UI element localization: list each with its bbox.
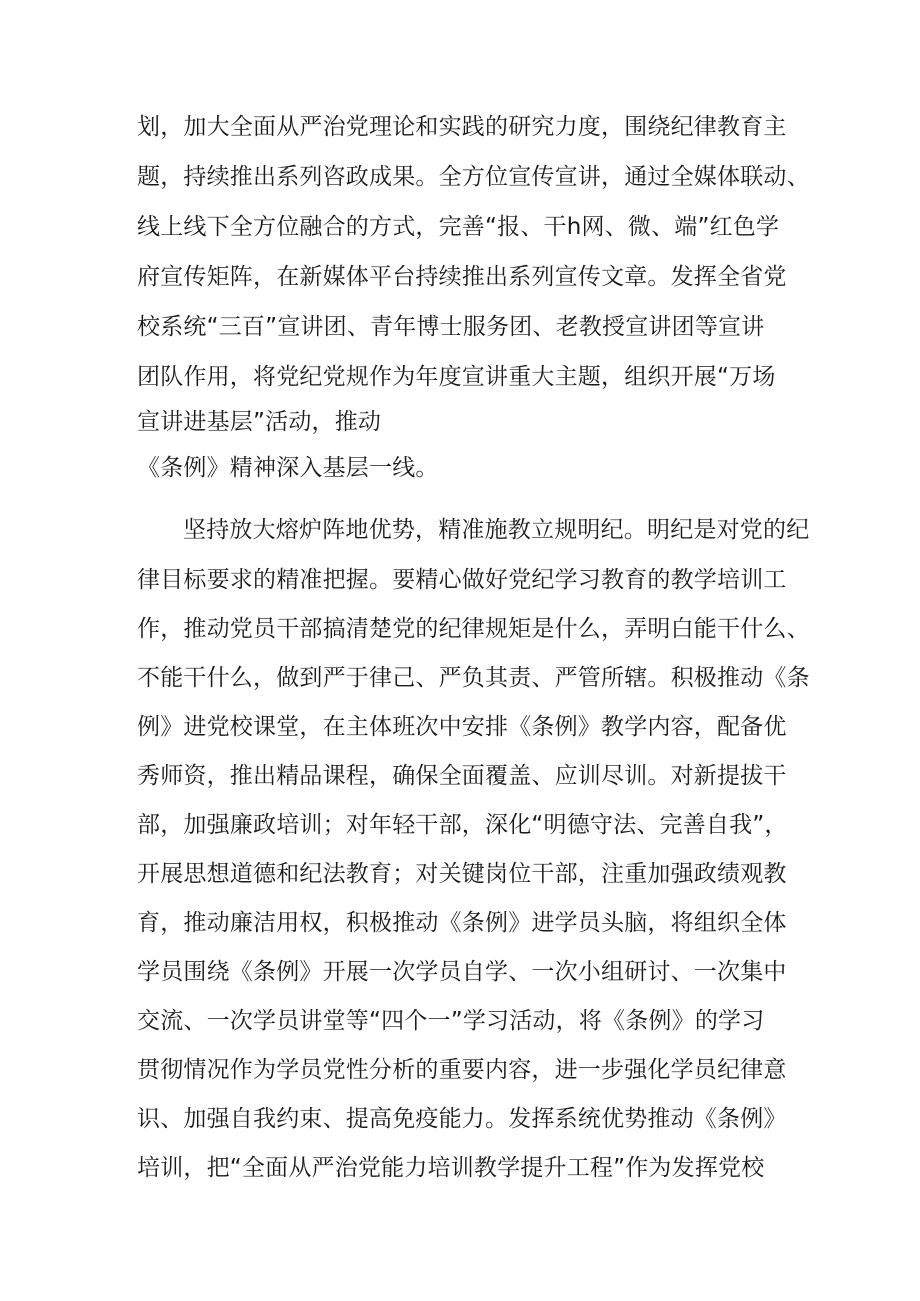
- paragraph-2-line-2: 律目标要求的精准把握。要精心做好党纪学习教育的教学培训工: [137, 567, 787, 593]
- paragraph-2-line-11: 交流、一次学员讲堂等“四个一”学习活动，将《条例》的学习: [137, 1008, 765, 1034]
- paragraph-2-line-9: 育，推动廉洁用权，积极推动《条例》进学员头脑，将组织全体: [137, 910, 787, 936]
- paragraph-2-line-14: 培训，把“全面从严治党能力培训教学提升工程”作为发挥党校: [137, 1155, 765, 1181]
- paragraph-1-line-6: 团队作用，将党纪党规作为年度宣讲重大主题，组织开展“万场: [137, 364, 776, 390]
- paragraph-2-line-5: 例》进党校课堂，在主体班次中安排《条例》教学内容，配备优: [137, 714, 787, 740]
- paragraph-2-line-3: 作，推动党员干部搞清楚党的纪律规矩是什么，弄明白能干什么、: [137, 616, 810, 642]
- paragraph-1-line-1: 划，加大全面从严治党理论和实践的研究力度，围绕纪律教育主: [137, 114, 787, 140]
- paragraph-2-line-4: 不能干什么，做到严于律己、严负其责、严管所辖。积极推动《条: [137, 665, 810, 691]
- paragraph-2-line-12: 贯彻情况作为学员党性分析的重要内容，进一步强化学员纪律意: [137, 1057, 787, 1083]
- paragraph-1-line-7: 宣讲进基层”活动，推动: [137, 409, 382, 435]
- paragraph-1-line-5: 校系统“三百”宣讲团、青年博士服务团、老教授宣讲团等宣讲: [137, 314, 765, 340]
- paragraph-2-line-13: 识、加强自我约束、提高免疫能力。发挥系统优势推动《条例》: [137, 1106, 787, 1132]
- paragraph-1-line-4: 府宣传矩阵，在新媒体平台持续推出系列宣传文章。发挥全省党: [137, 264, 787, 290]
- paragraph-2-line-1: 坚持放大熔炉阵地优势，精准施教立规明纪。明纪是对党的纪: [183, 517, 810, 543]
- paragraph-2-line-7: 部，加强廉政培训；对年轻干部，深化“明德守法、完善自我”，: [137, 812, 788, 838]
- paragraph-1-line-2: 题，持续推出系列咨政成果。全方位宣传宣讲，通过全媒体联动、: [137, 164, 810, 190]
- paragraph-2-line-10: 学员围绕《条例》开展一次学员自学、一次小组研讨、一次集中: [137, 959, 787, 985]
- paragraph-2-line-6: 秀师资，推出精品课程，确保全面覆盖、应训尽训。对新提拔干: [137, 763, 787, 789]
- paragraph-1-line-8: 《条例》精神深入基层一线。: [137, 455, 439, 481]
- paragraph-2-line-8: 开展思想道德和纪法教育；对关键岗位干部，注重加强政绩观教: [137, 861, 787, 887]
- paragraph-1-line-3: 线上线下全方位融合的方式，完善“报、干h网、微、端”红色学: [137, 214, 780, 240]
